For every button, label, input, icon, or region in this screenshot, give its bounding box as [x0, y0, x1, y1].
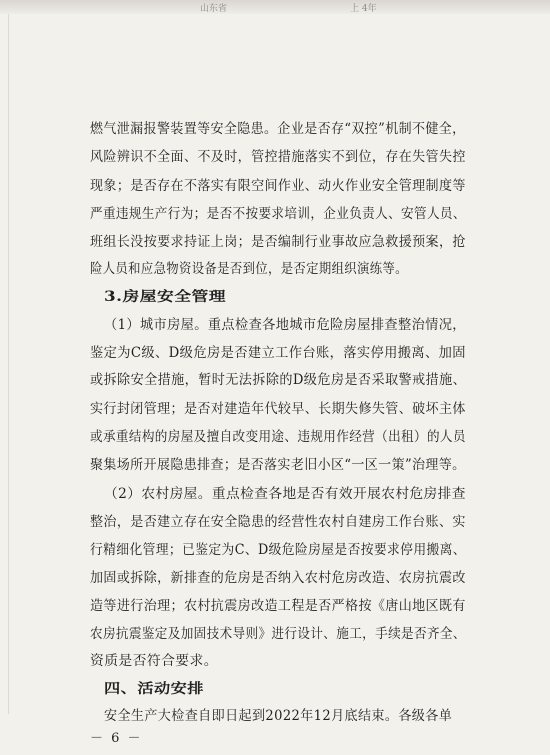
body-text-line: 造等进行治理；农村抗震房改造工程是否严格按《唐山地区既有 — [90, 598, 466, 614]
page-number: － 6 － — [90, 731, 143, 746]
body-text-line: 整治，是否建立存在安全隐患的经营性农村自建房工作台账、实 — [90, 514, 466, 530]
body-text-line: 安全生产大检查自即日起到2022年12月底结束。各级各单 — [104, 708, 453, 724]
section-heading: 四、活动安排 — [104, 681, 204, 697]
body-text-line: 现象；是否存在不落实有限空间作业、动火作业安全管理制度等 — [90, 178, 466, 194]
body-text-line: 行精细化管理；已鉴定为C、D级危险房屋是否按要求停用搬离、 — [90, 542, 466, 558]
faint-header-left: 山东省 — [200, 4, 228, 14]
body-text-line: 资质是否符合要求。 — [90, 653, 218, 669]
scan-left-edge — [8, 14, 9, 714]
section-heading: 3.房屋安全管理 — [104, 289, 226, 305]
body-text-line: 严重违规生产行为；是否不按要求培训，企业负责人、安管人员、 — [90, 206, 466, 222]
body-text-line: 加固或拆除，新排查的危房是否纳入农村危房改造、农房抗震改 — [90, 570, 466, 586]
scan-top-edge — [0, 0, 550, 14]
body-text-line: 聚集场所开展隐患排查；是否落实老旧小区“一区一策”治理等。 — [90, 457, 466, 473]
body-text-line: 风险辨识不全面、不及时，管控措施落实不到位，存在失管失控 — [90, 149, 466, 165]
body-text-line: 农房抗震鉴定及加固技术导则》进行设计、施工，手续是否齐全、 — [90, 626, 466, 642]
body-text-line: （1）城市房屋。重点检查各地城市危险房屋排查整治情况， — [104, 317, 466, 333]
body-text-line: 鉴定为C级、D级危房是否建立工作台账，落实停用搬离、加固 — [90, 345, 466, 361]
body-text-line: 险人员和应急物资设备是否到位，是否定期组织演练等。 — [90, 261, 408, 277]
body-text-line: 或承重结构的房屋及擅自改变用途、违规用作经营（出租）的人员 — [90, 429, 466, 445]
body-text-line: 实行封闭管理；是否对建造年代较早、长期失修失管、破坏主体 — [90, 401, 466, 417]
body-text-line: 燃气泄漏报警装置等安全隐患。企业是否存“双控”机制不健全， — [90, 121, 466, 137]
body-text-line: 或拆除安全措施，暂时无法拆除的D级危房是否采取警戒措施、 — [90, 372, 467, 388]
faint-header-right: 上 4年 — [350, 4, 377, 14]
body-text-line: 班组长没按要求持证上岗；是否编制行业事故应急救援预案，抢 — [90, 234, 466, 250]
body-text-line: （2）农村房屋。重点检查各地是否有效开展农村危房排查 — [104, 486, 466, 502]
